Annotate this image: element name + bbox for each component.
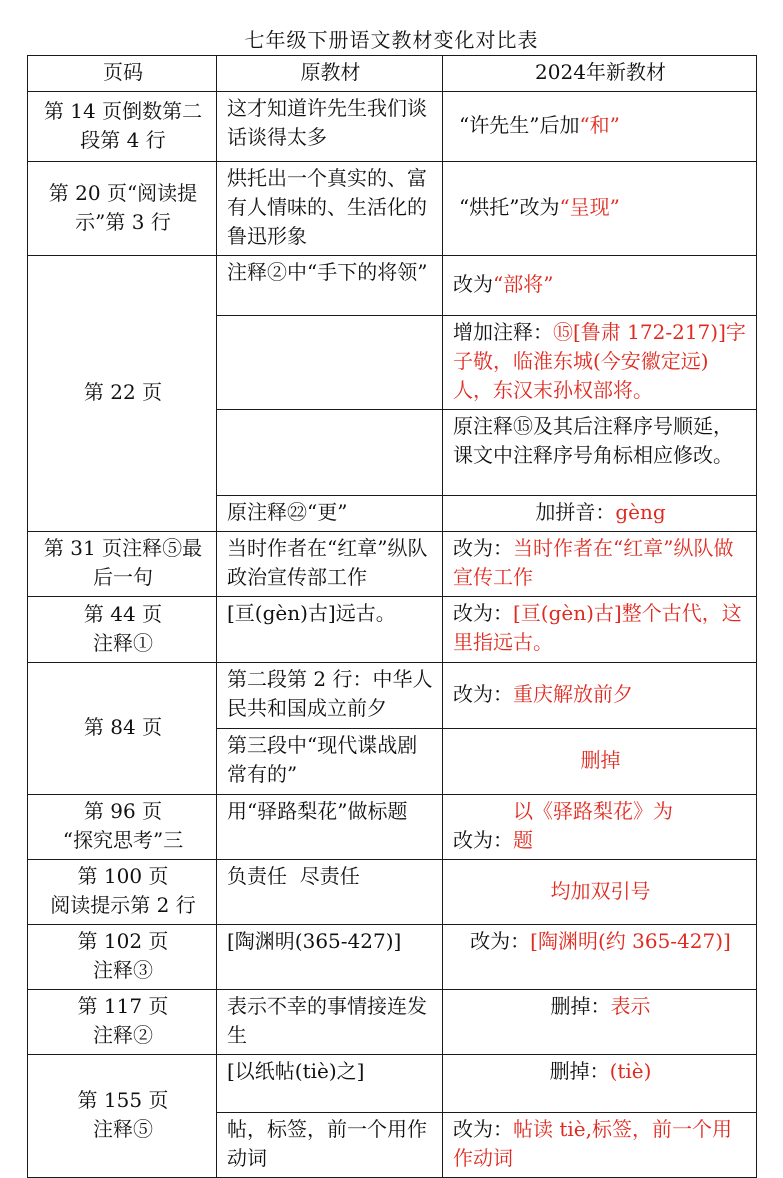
page-line-2: 阅读提示第 2 行 bbox=[50, 893, 196, 917]
original-cell bbox=[217, 410, 443, 496]
table-row bbox=[28, 256, 757, 316]
page-cell: 第 31 页注释⑤最后一句 bbox=[28, 532, 217, 597]
original-cell bbox=[217, 316, 443, 410]
new-change: (tiè) bbox=[609, 1059, 652, 1083]
original-cell: 第二段第 2 行：中华人民共和国成立前夕 bbox=[217, 663, 443, 729]
new-change: 均加双引号 bbox=[550, 878, 651, 903]
original-cell: 原注释㉒“更” bbox=[217, 496, 443, 532]
new-cell bbox=[443, 1113, 757, 1178]
original-cell: 这才知道许先生我们谈话谈得太多 bbox=[217, 92, 443, 162]
new-cell bbox=[443, 92, 757, 162]
new-prefix: 改为： bbox=[470, 929, 531, 953]
new-change: “和” bbox=[579, 113, 620, 137]
original-cell: 负责任 尽责任 bbox=[217, 860, 443, 925]
page-line-2: 注释② bbox=[93, 1023, 153, 1047]
original-cell: 用“驿路梨花”做标题 bbox=[217, 795, 443, 860]
header-row bbox=[28, 56, 757, 92]
page-cell bbox=[28, 1055, 217, 1178]
page-cell: 第 84 页 bbox=[28, 663, 217, 795]
table-title: 七年级下册语文教材变化对比表 bbox=[244, 28, 539, 52]
new-cell: 原注释⑮及其后注释序号顺延，课文中注释序号角标相应修改。 bbox=[443, 410, 757, 496]
new-prefix: “许先生”后加 bbox=[459, 113, 580, 137]
page-cell bbox=[28, 990, 217, 1055]
page-cell: 第 14 页倒数第二段第 4 行 bbox=[28, 92, 217, 162]
table-row bbox=[28, 597, 757, 663]
original-cell: 当时作者在“红章”纵队政治宣传部工作 bbox=[217, 532, 443, 597]
header-original: 原教材 bbox=[217, 56, 443, 92]
header-new: 2024年新教材 bbox=[443, 56, 757, 92]
new-change: 表示 bbox=[610, 994, 651, 1018]
table-row bbox=[28, 663, 757, 729]
table-row bbox=[28, 162, 757, 256]
page-line-2: “探究思考”三 bbox=[62, 828, 184, 852]
new-cell bbox=[443, 496, 757, 532]
new-cell bbox=[443, 663, 757, 729]
page-line-1: 第 100 页 bbox=[77, 864, 169, 888]
page-cell bbox=[28, 860, 217, 925]
new-change: [亘(gèn)古]整个古代，这里指远古。 bbox=[453, 601, 742, 654]
header-page: 页码 bbox=[28, 56, 217, 92]
page-cell bbox=[28, 795, 217, 860]
new-prefix: 改为 bbox=[453, 272, 493, 296]
new-cell bbox=[443, 597, 757, 663]
original-cell: [以纸帖(tiè)之] bbox=[217, 1055, 443, 1113]
new-cell bbox=[443, 256, 757, 316]
page-line-1: 第 155 页 bbox=[77, 1088, 169, 1112]
table-row bbox=[28, 1055, 757, 1113]
new-cell bbox=[443, 795, 757, 860]
original-cell: 第三段中“现代谍战剧常有的” bbox=[217, 729, 443, 795]
new-prefix: 改为： bbox=[453, 1117, 513, 1141]
comparison-table bbox=[27, 55, 757, 1178]
page-line-1: 第 117 页 bbox=[77, 994, 169, 1018]
new-cell bbox=[443, 729, 757, 795]
table-row bbox=[28, 92, 757, 162]
table-row bbox=[28, 860, 757, 925]
new-change: 删掉 bbox=[580, 748, 621, 772]
new-prefix: 删掉： bbox=[550, 994, 611, 1018]
original-cell: 烘托出一个真实的、富有人情味的、生活化的鲁迅形象 bbox=[217, 162, 443, 256]
page-line-1: 第 44 页 bbox=[83, 601, 163, 626]
table-row bbox=[28, 990, 757, 1055]
new-change: 以《驿路梨花》为题 bbox=[513, 799, 673, 852]
new-cell bbox=[443, 316, 757, 410]
original-cell: 帖，标签，前一个用作动词 bbox=[217, 1113, 443, 1178]
table-row bbox=[28, 925, 757, 990]
new-change: gèng bbox=[615, 500, 666, 524]
new-change: 当时作者在“红章”纵队做宣传工作 bbox=[453, 536, 734, 589]
page-line-2: 注释① bbox=[93, 630, 153, 655]
page-cell: 第 22 页 bbox=[28, 256, 217, 532]
new-prefix: 改为： bbox=[453, 601, 513, 625]
new-cell bbox=[443, 860, 757, 925]
page-line-2: 注释⑤ bbox=[93, 1117, 153, 1141]
table-row bbox=[28, 532, 757, 597]
original-cell: 注释②中“手下的将领” bbox=[217, 256, 443, 316]
original-cell: 表示不幸的事情接连发生 bbox=[217, 990, 443, 1055]
original-cell: [亘(gèn)古]远古。 bbox=[217, 597, 443, 663]
new-prefix: 增加注释： bbox=[453, 320, 553, 344]
new-prefix: 加拼音： bbox=[535, 500, 616, 524]
new-cell bbox=[443, 532, 757, 597]
page-cell bbox=[28, 925, 217, 990]
page-line-2: 注释③ bbox=[93, 958, 153, 982]
new-change: [陶渊明(约 365-427)] bbox=[530, 929, 731, 953]
new-prefix: 改为： bbox=[453, 536, 513, 560]
new-prefix: 改为： bbox=[453, 828, 513, 852]
new-change: “呈现” bbox=[559, 195, 620, 219]
original-cell: [陶渊明(365-427)] bbox=[217, 925, 443, 990]
new-prefix: 删掉： bbox=[549, 1059, 610, 1083]
page-cell: 第 20 页“阅读提示”第 3 行 bbox=[28, 162, 217, 256]
page-cell bbox=[28, 597, 217, 663]
new-cell bbox=[443, 162, 757, 256]
page-line-1: 第 96 页 bbox=[83, 799, 163, 823]
new-prefix: 改为： bbox=[453, 682, 513, 706]
page-line-1: 第 102 页 bbox=[77, 929, 169, 953]
new-change: “部将” bbox=[493, 272, 554, 296]
table-row bbox=[28, 795, 757, 860]
new-cell bbox=[443, 990, 757, 1055]
new-change: 帖读 tiè,标签，前一个用作动词 bbox=[453, 1117, 732, 1170]
new-change: 重庆解放前夕 bbox=[513, 682, 633, 706]
new-cell bbox=[443, 925, 757, 990]
new-prefix: “烘托”改为 bbox=[459, 195, 560, 219]
new-change: ⑮[鲁肃 172-217)]字子敬，临淮东城(今安徽定远)人，东汉末孙权部将。 bbox=[453, 320, 746, 402]
new-cell bbox=[443, 1055, 757, 1113]
